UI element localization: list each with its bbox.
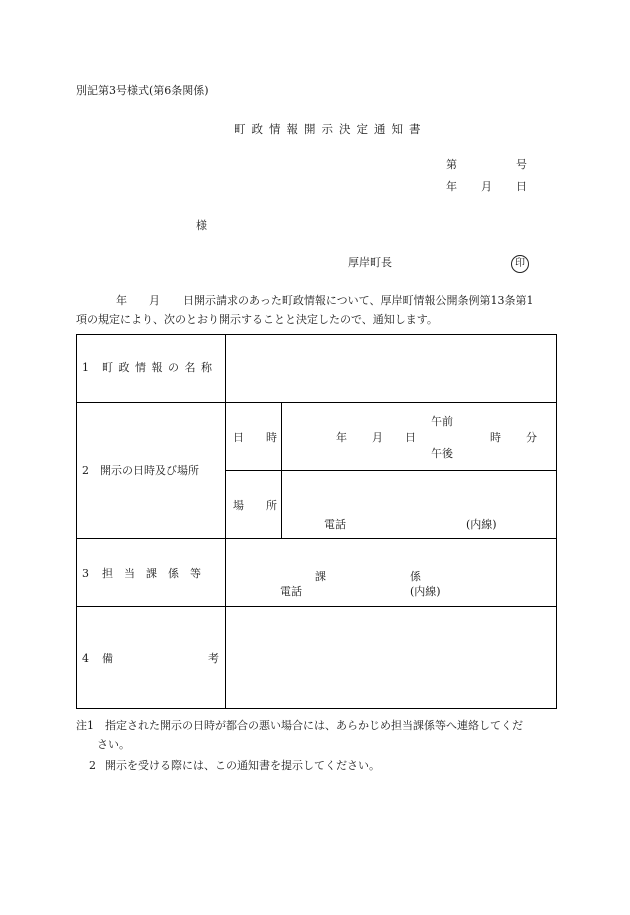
row-4-label-a: 備 <box>102 652 113 665</box>
row-3-number: 3 <box>82 567 89 580</box>
number-dai: 第 <box>446 158 457 171</box>
note-2-text: 開示を受ける際には、この通知書を提示してください。 <box>105 759 380 772</box>
document-title: 町政情報開示決定通知書 <box>234 122 427 136</box>
datetime-month: 月 <box>372 431 383 444</box>
section-phone-label: 電話 <box>280 585 302 598</box>
row-3-label: 担 当 課 係 等 <box>102 567 201 580</box>
date-year: 年 <box>446 180 457 193</box>
form-reference: 別記第3号様式(第6条関係) <box>76 84 209 97</box>
section-extension-label: (内線) <box>410 585 441 598</box>
place-extension-label: (内線) <box>466 518 497 531</box>
datetime-label-b: 時 <box>266 431 277 444</box>
place-phone-label: 電話 <box>324 518 346 531</box>
note-1-continuation: さい。 <box>97 738 130 751</box>
datetime-hour: 時 <box>490 431 501 444</box>
date-month: 月 <box>481 180 492 193</box>
datetime-minute: 分 <box>526 431 537 444</box>
note-2-prefix: 2 <box>89 759 96 772</box>
seal-mark: 印 <box>511 255 529 273</box>
issuer-name: 厚岸町長 <box>348 256 392 269</box>
place-label-a: 場 <box>233 499 244 512</box>
date-day: 日 <box>516 180 527 193</box>
note-1-prefix: 注1 <box>76 719 94 732</box>
section-kakari: 係 <box>410 570 421 583</box>
note-1-text: 指定された開示の日時が都合の悪い場合には、あらかじめ担当課係等へ連絡してくだ <box>105 719 523 732</box>
body-month: 月 <box>149 294 160 307</box>
addressee-suffix: 様 <box>196 219 207 232</box>
row-4-number: 4 <box>82 652 89 665</box>
body-line1-text: 日開示請求のあった町政情報について、厚岸町情報公開条例第13条第1 <box>183 294 534 307</box>
body-year: 年 <box>116 294 127 307</box>
row-2-label: 2 開示の日時及び場所 <box>82 464 199 477</box>
datetime-pm: 午後 <box>431 447 453 460</box>
datetime-day: 日 <box>405 431 416 444</box>
datetime-am: 午前 <box>431 415 453 428</box>
body-line2-text: 項の規定により、次のとおり開示することと決定したので、通知します。 <box>76 313 438 326</box>
datetime-year: 年 <box>336 431 347 444</box>
row-1-label: 1 町 政 情 報 の 名 称 <box>82 361 213 374</box>
datetime-label-a: 日 <box>233 431 244 444</box>
row-4-label-b: 考 <box>208 652 219 665</box>
section-ka: 課 <box>315 570 326 583</box>
place-label-b: 所 <box>266 499 277 512</box>
number-go: 号 <box>516 158 527 171</box>
